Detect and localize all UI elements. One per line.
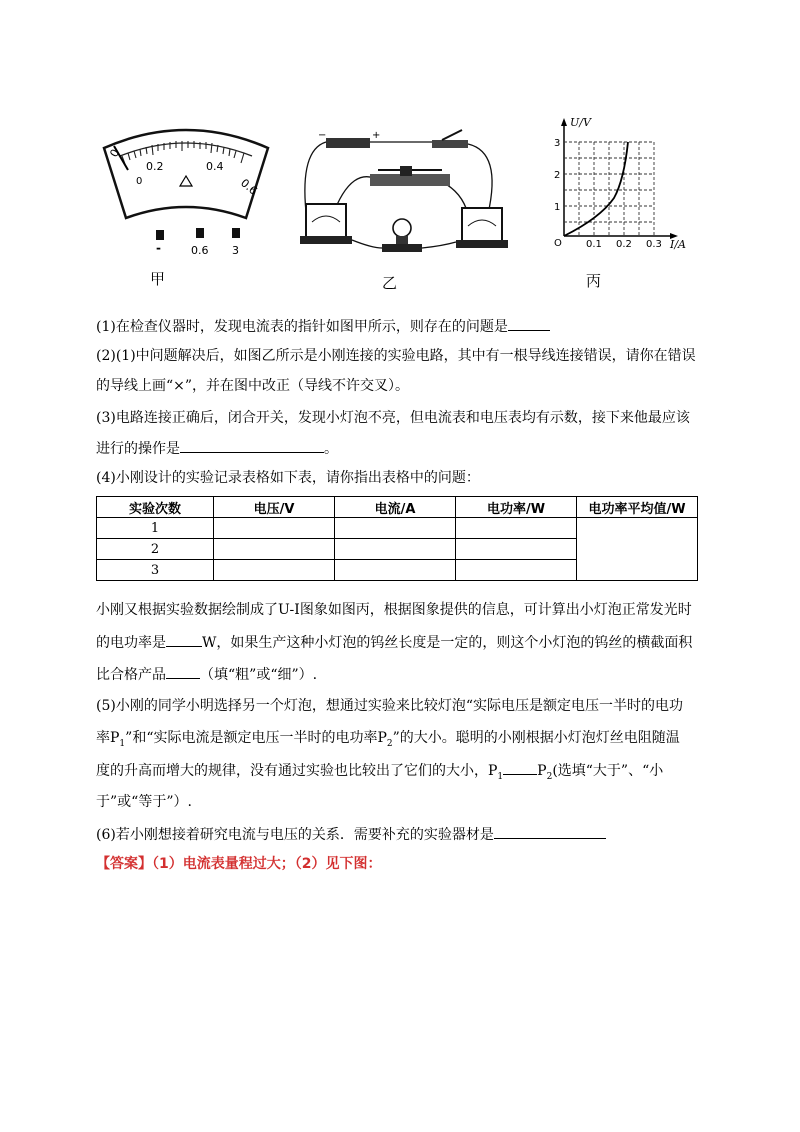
terminal-neg [156, 230, 164, 240]
dial-label-0-6: 0.6 [238, 176, 260, 198]
ammeter-dial-figure [98, 118, 274, 258]
ammeter-icon [462, 208, 502, 242]
question-5-line-1: (5)小刚的同学小明选择另一个灯泡，想通过实验来比较灯泡“实际电压是额定电压一半时的电功 [96, 698, 683, 714]
table-row [97, 518, 698, 539]
table-cell-trial: 3 [97, 560, 214, 581]
table-cell-trial: 1 [97, 518, 214, 539]
table-cell-trial: 2 [97, 539, 214, 560]
svg-text:−: − [318, 130, 327, 141]
question-6: (6)若小刚想接着研究电流与电压的关系．需要补充的实验器材是 [96, 824, 716, 845]
u-i-graph-figure [548, 114, 698, 250]
record-table [96, 496, 698, 581]
question-5-line-3: 度的升高而增大的规律，没有通过实验也比较出了它们的大小，$P_1$ $P_2$(选填“大于”、“小 [96, 760, 716, 787]
answer-line: 【答案】（1）电流表量程过大；（2）见下图： [96, 856, 382, 872]
after-table-line-3: 比合格产品 （填“粗”或“细”）. [96, 664, 716, 685]
graph-ytick-1: 1 [554, 202, 561, 213]
graph-origin: O [554, 238, 562, 249]
question-3-line-2: 进行的操作是 。 [96, 438, 716, 459]
battery-icon [326, 138, 370, 148]
answer-blank-1 [508, 316, 550, 331]
graph-xlabel: I/A [670, 238, 686, 250]
table-header-power: 电功率/W [456, 497, 577, 518]
table-header-voltage: 电压/V [214, 497, 335, 518]
question-5-line-2: 率$P_1$”和“实际电流是额定电压一半时的电功率$P_2$”的大小。聪明的小刚根据小灯泡灯丝电阻随温 [96, 730, 680, 749]
graph-ytick-2: 2 [554, 170, 561, 181]
terminal-3 [232, 228, 240, 238]
answer-blank-power [166, 632, 202, 647]
question-3-line-1: (3)电路连接正确后，闭合开关，发现小灯泡不亮，但电流表和电压表均有示数，接下来他最应该 [96, 410, 690, 426]
graph-xtick-0-3: 0.3 [646, 239, 662, 250]
voltmeter-icon [306, 204, 346, 238]
figure-caption-yi: 乙 [382, 274, 398, 292]
pivot-triangle-icon [180, 176, 192, 186]
question-2-line-2: 的导线上画“×”，并在图中改正（导线不许交叉）。 [96, 378, 410, 394]
dial-label-0-4: 0.4 [206, 160, 224, 173]
answer-blank-compare [503, 760, 537, 775]
graph-ylabel: U/V [570, 116, 591, 129]
terminal-label-neg: - [156, 241, 161, 255]
figure-caption-jia: 甲 [150, 270, 166, 288]
question-1: (1)在检查仪器时，发现电流表的指针如图甲所示，则存在的问题是 [96, 316, 716, 337]
dial-inner-0: 0 [136, 176, 143, 187]
graph-ytick-3: 3 [554, 138, 561, 149]
question-2-line-1: (2)(1)中问题解决后，如图乙所示是小刚连接的实验电路，其中有一根导线连接错误，请你在错误 [96, 348, 696, 364]
dial-label-0: 0 [107, 146, 123, 160]
question-4: (4)小刚设计的实验记录表格如下表，请你指出表格中的问题： [96, 470, 480, 486]
circuit-figure [292, 122, 514, 268]
after-table-line-1: 小刚又根据实验数据绘制成了U-I图象如图丙，根据图象提供的信息，可计算出小灯泡正常发光时 [96, 602, 692, 618]
question-5-line-4: 于”或“等于”）. [96, 794, 192, 810]
answer-blank-3 [180, 438, 324, 453]
table-header-avg-power: 电功率平均值/W [577, 497, 698, 518]
table-header-current: 电流/A [335, 497, 456, 518]
answer-blank-6 [494, 824, 606, 839]
bulb-icon [382, 219, 422, 252]
terminal-label-0-6: 0.6 [191, 244, 209, 257]
graph-xtick-0-1: 0.1 [586, 239, 602, 250]
answer-blank-thickness [166, 664, 200, 679]
figure-caption-bing: 丙 [586, 272, 602, 290]
dial-label-0-2: 0.2 [146, 160, 164, 173]
table-header-row [97, 497, 698, 518]
terminal-0-6 [196, 228, 204, 238]
table-cell-avg-merged [577, 518, 698, 581]
graph-xtick-0-2: 0.2 [616, 239, 632, 250]
svg-text:+: + [372, 130, 381, 141]
table-header-trials: 实验次数 [97, 497, 214, 518]
switch-icon [432, 140, 468, 148]
after-table-line-2: 的电功率是 W，如果生产这种小灯泡的钨丝长度是一定的，则这个小灯泡的钨丝的横截面积 [96, 632, 716, 653]
terminal-label-3: 3 [232, 244, 239, 257]
